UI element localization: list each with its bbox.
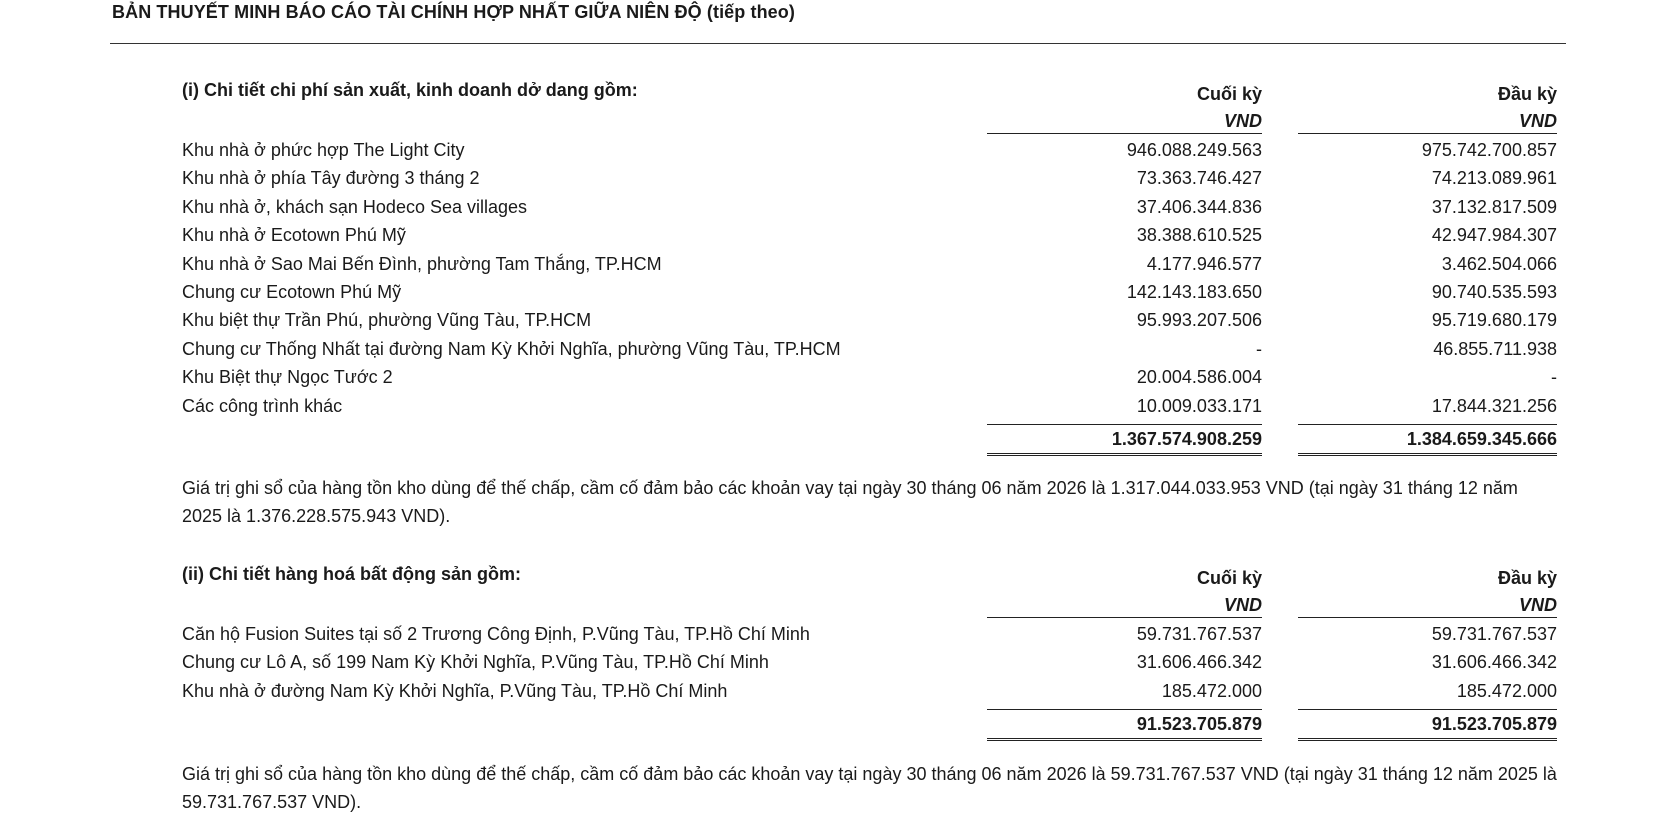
real-estate-goods-table-header	[182, 564, 1557, 620]
end-period-value: 37.406.344.836	[1136, 196, 1262, 217]
end-period-value: 59.731.767.537	[1136, 624, 1262, 644]
total-end-period: 1.367.574.908.259	[987, 424, 1262, 456]
table-body	[182, 136, 1557, 420]
wip-costs-table	[182, 80, 1557, 453]
column-header-begin-period	[1298, 80, 1557, 134]
table-row	[182, 278, 1557, 306]
table-row	[182, 164, 1557, 192]
total-begin-period: 91.523.705.879	[1298, 709, 1557, 741]
column-unit: VND	[1298, 593, 1557, 618]
begin-period-value: 37.132.817.509	[1431, 196, 1557, 217]
pledged-goods-note: Giá trị ghi sổ của hàng tồn kho dùng để thế chấp, cầm cố đảm bảo các khoản vay tại ngày 30 tháng 06 năm 2026 là 59.731.767.537 VND (tại ngày 31 tháng 12 năm 2025 là 59.731.767.537 VND).	[182, 764, 1557, 812]
row-label: Khu nhà ở phức hợp The Light City	[182, 140, 465, 160]
column-unit: VND	[987, 593, 1262, 618]
column-header-end-period	[987, 80, 1262, 134]
section-title: (i) Chi tiết chi phí sản xuất, kinh doanh dở dang gồm:	[182, 80, 638, 100]
table-row	[182, 392, 1557, 420]
column-unit: VND	[987, 109, 1262, 134]
begin-period-value: 59.731.767.537	[1431, 624, 1557, 644]
row-label: Khu nhà ở, khách sạn Hodeco Sea villages	[182, 196, 528, 217]
column-header-end-period	[987, 564, 1262, 618]
table-row	[182, 648, 1557, 676]
page-header-title: BẢN THUYẾT MINH BÁO CÁO TÀI CHÍNH HỢP NHẤT GIỮA NIÊN ĐỘ (tiếp theo)	[112, 2, 795, 22]
begin-period-value: 90.740.535.593	[1431, 281, 1557, 302]
end-period-value: 4.177.946.577	[1146, 253, 1262, 274]
end-period-value: -	[1256, 338, 1262, 359]
section-title: (ii) Chi tiết hàng hoá bất động sản gồm:	[182, 564, 521, 584]
row-label: Khu nhà ở đường Nam Kỳ Khởi Nghĩa, P.Vũng Tàu, TP.Hồ Chí Minh	[182, 680, 728, 701]
table-row	[182, 620, 1557, 648]
row-label: Khu biệt thự Trần Phú, phường Vũng Tàu, TP.HCM	[182, 310, 592, 331]
begin-period-value: 95.719.680.179	[1431, 310, 1557, 331]
header-divider	[110, 43, 1566, 44]
table-row	[182, 677, 1557, 705]
table-row	[182, 221, 1557, 249]
row-label: Căn hộ Fusion Suites tại số 2 Trương Công Định, P.Vũng Tàu, TP.Hồ Chí Minh	[182, 624, 810, 644]
end-period-value: 185.472.000	[1161, 680, 1262, 701]
column-label: Đầu kỳ	[1497, 568, 1557, 588]
real-estate-goods-table	[182, 564, 1557, 738]
total-end-period: 91.523.705.879	[987, 709, 1262, 741]
end-period-value: 142.143.183.650	[1126, 281, 1262, 302]
begin-period-value: 3.462.504.066	[1441, 253, 1557, 274]
begin-period-value: 74.213.089.961	[1431, 168, 1557, 189]
column-header-begin-period	[1298, 564, 1557, 618]
begin-period-value: -	[1551, 367, 1557, 388]
table-total-row	[182, 420, 1557, 453]
row-label: Chung cư Thống Nhất tại đường Nam Kỳ Khởi Nghĩa, phường Vũng Tàu, TP.HCM	[182, 338, 841, 359]
row-label: Các công trình khác	[182, 395, 343, 416]
table-row	[182, 306, 1557, 334]
pledged-inventory-note: Giá trị ghi sổ của hàng tồn kho dùng để thế chấp, cầm cố đảm bảo các khoản vay tại ngày 30 tháng 06 năm 2026 là 1.317.044.033.953 VND (tại ngày 31 tháng 12 năm 2025 là 1.376.228.575.943 VND).	[182, 478, 1518, 526]
table-row	[182, 193, 1557, 221]
table-total-row	[182, 705, 1557, 738]
end-period-value: 10.009.033.171	[1136, 395, 1262, 416]
begin-period-value: 185.472.000	[1456, 680, 1557, 701]
column-unit: VND	[1298, 109, 1557, 134]
total-begin-period: 1.384.659.345.666	[1298, 424, 1557, 456]
column-label: Cuối kỳ	[1196, 84, 1262, 104]
table-row	[182, 136, 1557, 164]
row-label: Khu nhà ở Sao Mai Bến Đình, phường Tam Thắng, TP.HCM	[182, 253, 662, 274]
column-label: Cuối kỳ	[1196, 568, 1262, 588]
begin-period-value: 46.855.711.938	[1433, 338, 1557, 359]
begin-period-value: 42.947.984.307	[1431, 225, 1557, 246]
row-label: Chung cư Lô A, số 199 Nam Kỳ Khởi Nghĩa, P.Vũng Tàu, TP.Hồ Chí Minh	[182, 652, 769, 673]
end-period-value: 31.606.466.342	[1136, 652, 1262, 673]
table-body	[182, 620, 1557, 705]
row-label: Khu nhà ở phía Tây đường 3 tháng 2	[182, 168, 480, 189]
begin-period-value: 17.844.321.256	[1431, 395, 1557, 416]
end-period-value: 946.088.249.563	[1126, 140, 1262, 160]
table-row	[182, 335, 1557, 363]
column-label: Đầu kỳ	[1497, 84, 1557, 104]
row-label: Khu nhà ở Ecotown Phú Mỹ	[182, 225, 406, 246]
row-label: Chung cư Ecotown Phú Mỹ	[182, 281, 402, 302]
table-row	[182, 363, 1557, 391]
begin-period-value: 31.606.466.342	[1431, 652, 1557, 673]
row-label: Khu Biệt thự Ngọc Tước 2	[182, 367, 393, 388]
wip-costs-table-header	[182, 80, 1557, 136]
end-period-value: 95.993.207.506	[1136, 310, 1262, 331]
end-period-value: 20.004.586.004	[1136, 367, 1262, 388]
end-period-value: 73.363.746.427	[1136, 168, 1262, 189]
begin-period-value: 975.742.700.857	[1421, 140, 1557, 160]
table-row	[182, 250, 1557, 278]
end-period-value: 38.388.610.525	[1136, 225, 1262, 246]
